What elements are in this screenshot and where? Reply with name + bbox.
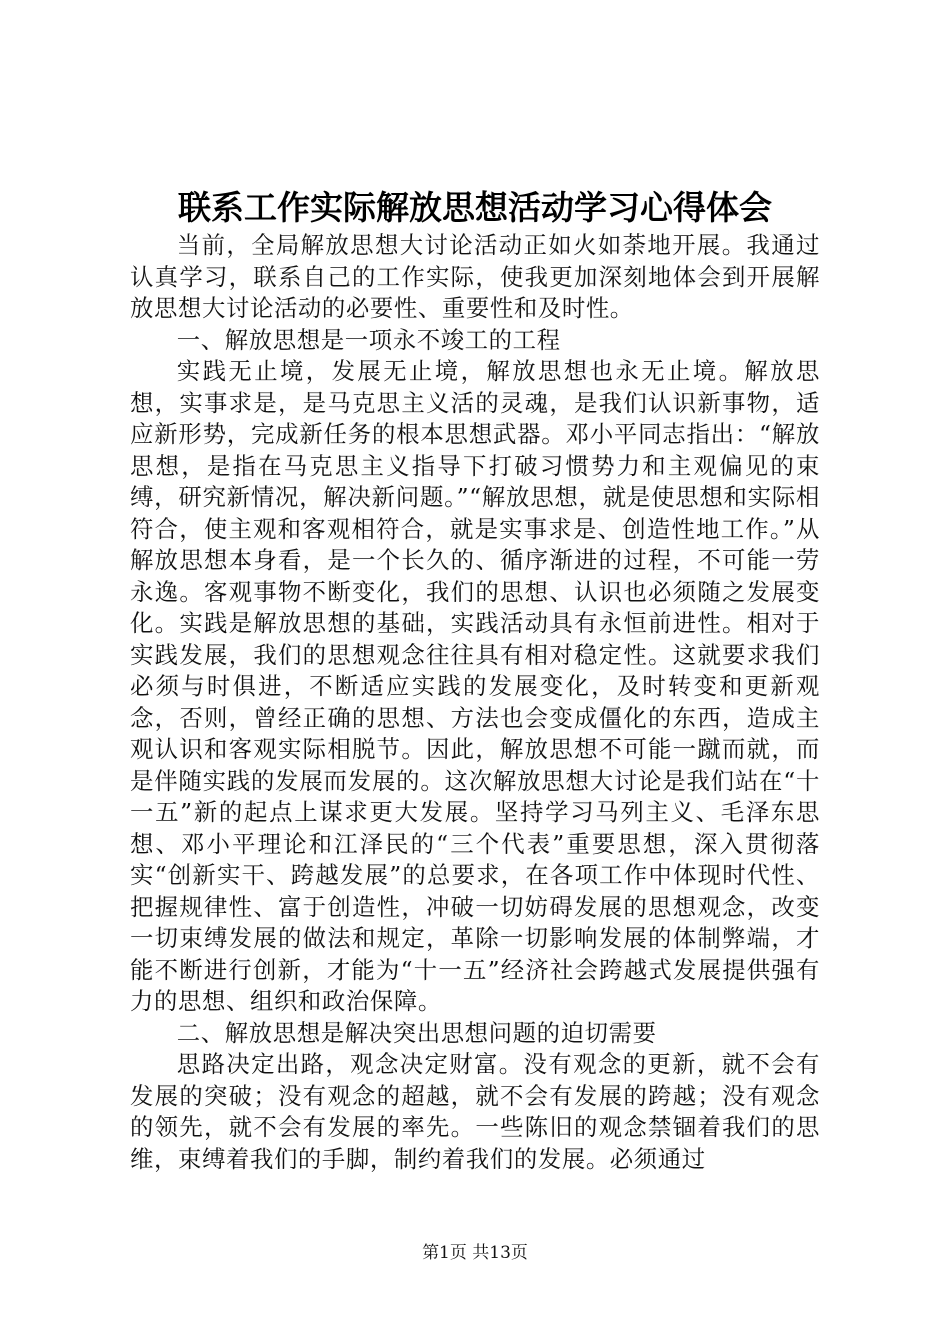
paragraph-intro: 当前，全局解放思想大讨论活动正如火如荼地开展。我通过认真学习，联系自己的工作实际，使我更加深刻地体会到开展解放思想大讨论活动的必要性、重要性和及时性。	[130, 231, 820, 322]
section-heading-2: 二、解放思想是解决突出思想问题的迫切需要	[176, 1018, 657, 1047]
document-body	[130, 230, 820, 1175]
document-title: 联系工作实际解放思想活动学习心得体会	[178, 188, 772, 227]
page-footer: 第1页 共13页	[422, 1243, 528, 1263]
paragraph-section-1: 实践无止境，发展无止境，解放思想也永无止境。解放思想，实事求是，是马克思主义活的灵魂，是我们认识新事物，适应新形势，完成新任务的根本思想武器。邓小平同志指出：“解放思想，是指在马克思主义指导下打破习惯势力和主观偏见的束缚，研究新情况，解决新问题。”“解放思想，就是使思想和实际相符合，使主观和客观相符合，就是实事求是、创造性地工作。”从解放思想本身看，是一个长久的、循序渐进的过程，不可能一劳永逸。客观事物不断变化，我们的思想、认识也必须随之发展变化。实践是解放思想的基础，实践活动具有永恒前进性。相对于实践发展，我们的思想观念往往具有相对稳定性。这就要求我们必须与时俱进，不断适应实践的发展变化，及时转变和更新观念，否则，曾经正确的思想、方法也会变成僵化的东西，造成主观认识和客观实际相脱节。因此，解放思想不可能一蹴而就，而是伴随实践的发展而发展的。这次解放思想大讨论是我们站在“十一五”新的起点上谋求更大发展。坚持学习马列主义、毛泽东思想、邓小平理论和江泽民的“三个代表”重要思想，深入贯彻落实“创新实干、跨越发展”的总要求，在各项工作中体现时代性、把握规律性、富于创造性，冲破一切妨碍发展的思想观念，改变一切束缚发展的做法和规定，革除一切影响发展的体制弊端，才能不断进行创新，才能为“十一五”经济社会跨越式发展提供强有力的思想、组织和政治保障。	[130, 357, 820, 1015]
section-heading-1: 一、解放思想是一项永不竣工的工程	[176, 325, 561, 354]
paragraph-section-2: 思路决定出路，观念决定财富。没有观念的更新，就不会有发展的突破；没有观念的超越，就不会有发展的跨越；没有观念的领先，就不会有发展的率先。一些陈旧的观念禁锢着我们的思维，束缚着我们的手脚，制约着我们的发展。必须通过	[130, 1050, 820, 1173]
